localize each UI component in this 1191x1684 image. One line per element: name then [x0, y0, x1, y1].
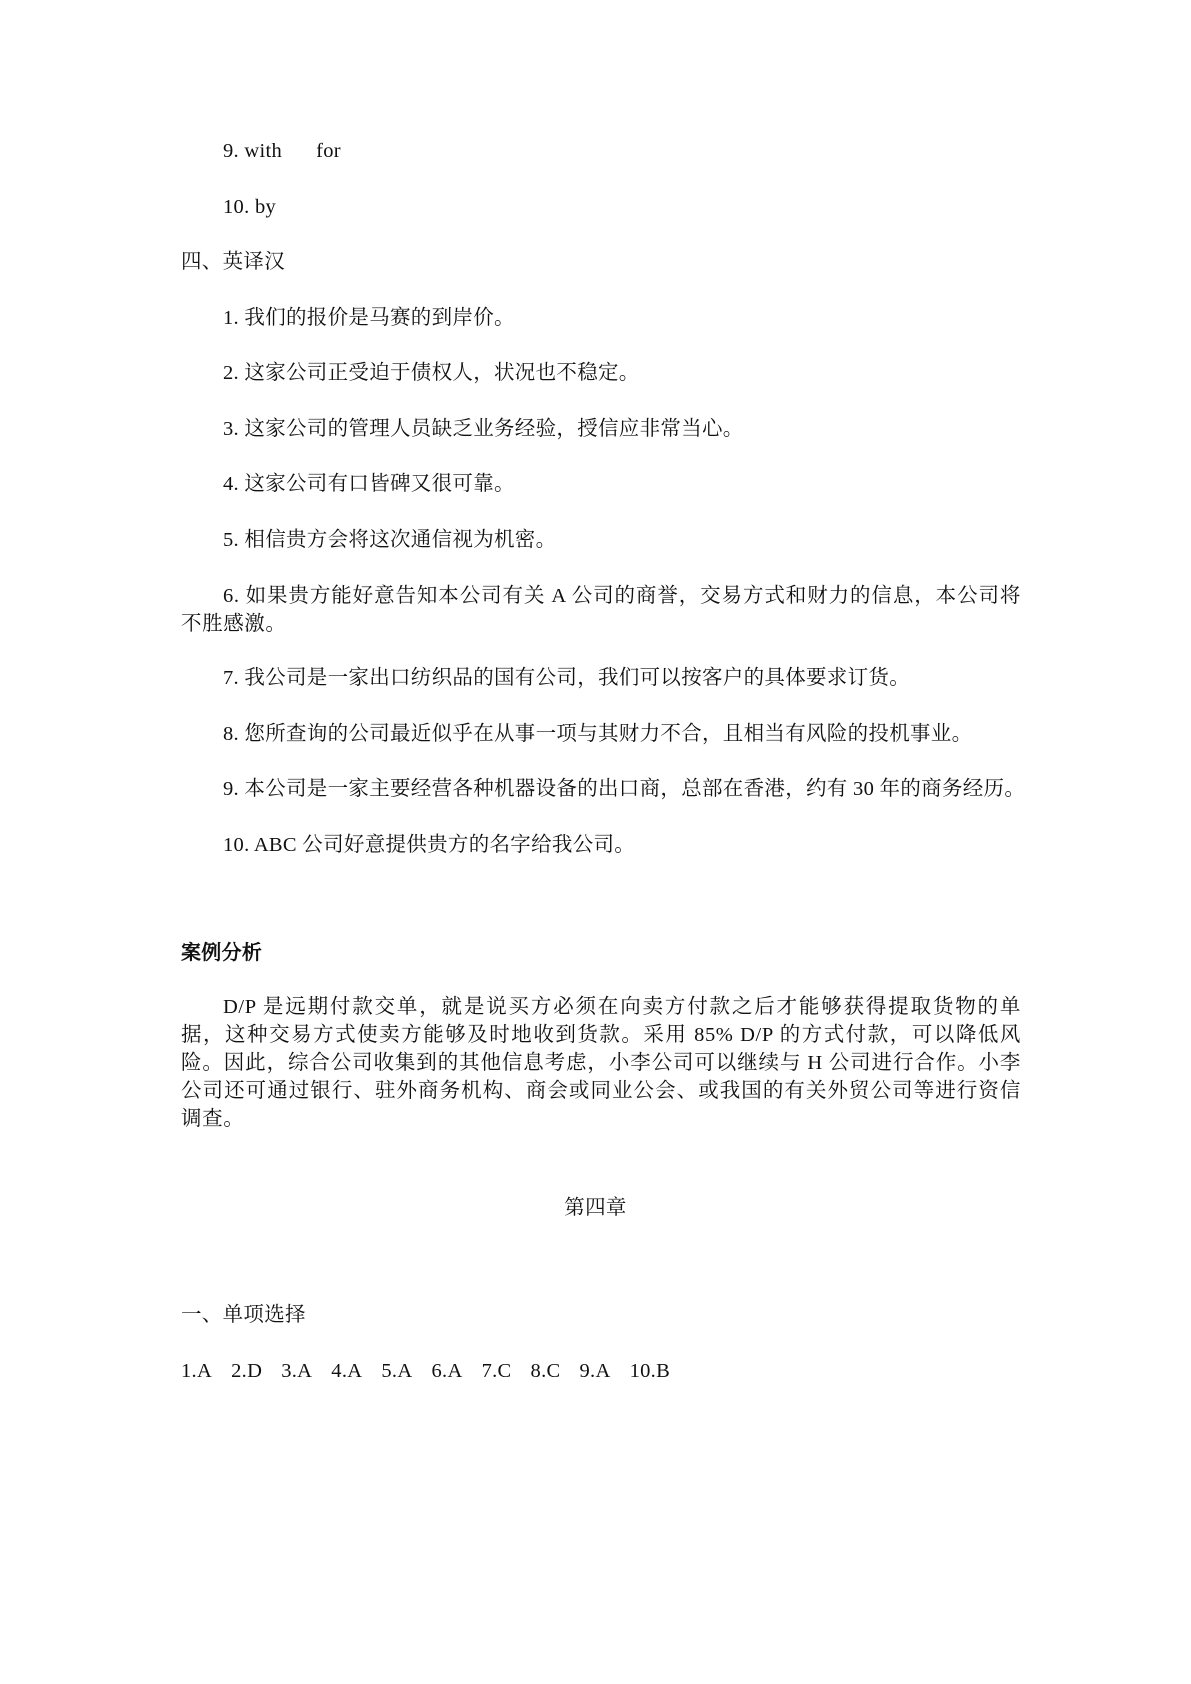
- answer-line-9: 9. with for: [223, 140, 341, 162]
- answer-line-10: 10. by: [223, 196, 277, 218]
- case-analysis-body: D/P 是远期付款交单，就是说买方必须在向卖方付款之后才能够获得提取货物的单据，这种交易方式使卖方能够及时地收到货款。采用 85% D/P 的方式付款，可以降低风险。因此，综合公司收集到的其他信息考虑，小李公司可以继续与 H 公司进行合作。小李公司还可通过银行、驻外商务机构、商会或同业公会、或我国的有关外贸公司等进行资信调查。: [181, 996, 1021, 1130]
- choice-answer: 4.A: [331, 1360, 363, 1382]
- chapter-title: 第四章: [564, 1197, 627, 1219]
- translation-item: 5. 相信贵方会将这次通信视为机密。: [223, 529, 557, 551]
- translation-item: 10. ABC 公司好意提供贵方的名字给我公司。: [223, 834, 636, 856]
- section-heading-translation: 四、英译汉: [181, 251, 285, 273]
- translation-item: 8. 您所查询的公司最近似乎在从事一项与其财力不合，且相当有风险的投机事业。: [223, 723, 973, 745]
- choice-answer: 2.D: [231, 1360, 263, 1382]
- translation-item: 7. 我公司是一家出口纺织品的国有公司，我们可以按客户的具体要求订货。: [223, 667, 910, 689]
- translation-item: 9. 本公司是一家主要经营各种机器设备的出口商，总部在香港，约有 30 年的商务经历。: [223, 778, 1026, 800]
- choice-answer: 3.A: [281, 1360, 313, 1382]
- choice-answer: 8.C: [530, 1360, 561, 1382]
- choice-answer: 7.C: [481, 1360, 512, 1382]
- translation-item: 6. 如果贵方能好意告知本公司有关 A 公司的商誉，交易方式和财力的信息，本公司将不胜感激。: [181, 585, 1021, 635]
- choice-answer: 1.A: [181, 1360, 213, 1382]
- single-choice-answers: [181, 1357, 689, 1385]
- translation-item: 3. 这家公司的管理人员缺乏业务经验，授信应非常当心。: [223, 418, 744, 440]
- choice-answer: 10.B: [629, 1360, 671, 1382]
- translation-item: 4. 这家公司有口皆碑又很可靠。: [223, 473, 515, 495]
- translation-item: 1. 我们的报价是马赛的到岸价。: [223, 307, 515, 329]
- translation-item: 2. 这家公司正受迫于债权人，状况也不稳定。: [223, 362, 640, 384]
- choice-answer: 5.A: [381, 1360, 413, 1382]
- choice-answer: 9.A: [579, 1360, 611, 1382]
- case-analysis-heading: 案例分析: [181, 940, 263, 964]
- section-heading-single-choice: 一、单项选择: [181, 1304, 306, 1326]
- choice-answer: 6.A: [431, 1360, 463, 1382]
